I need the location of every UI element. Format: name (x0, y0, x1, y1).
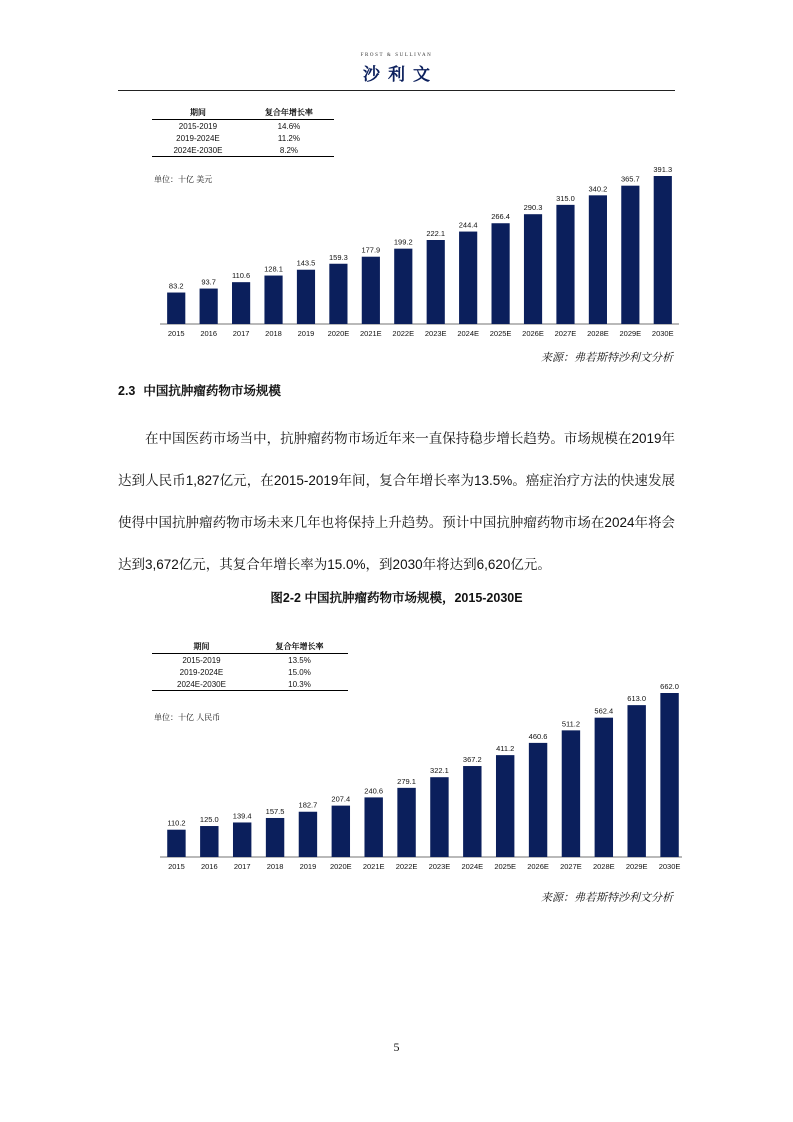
chart-2-unit-label: 单位：十亿 人民币 (154, 713, 221, 722)
chart-1 (152, 106, 682, 346)
brand-logo: 沙利文 (363, 65, 438, 84)
x-tick-label: 2028E (592, 862, 615, 871)
bar-2020E (332, 806, 350, 857)
data-label: 367.2 (462, 755, 482, 765)
cagr-header-period: 期间 (152, 640, 251, 654)
cagr-period: 2024E-2030E (152, 678, 251, 691)
data-label: 290.3 (523, 203, 543, 213)
x-tick-label: 2017 (233, 862, 251, 871)
data-label: 411.2 (496, 744, 515, 754)
x-tick-label: 2026E (527, 862, 549, 871)
bar-2017 (232, 282, 250, 324)
x-tick-label: 2024E (457, 329, 480, 338)
cagr-period: 2024E-2030E (152, 144, 244, 157)
chart-2-source: 来源：弗若斯特沙利文分析 (541, 892, 673, 904)
x-tick-label: 2030E (658, 862, 681, 871)
x-tick-label: 2027E (560, 862, 582, 871)
data-label: 222.1 (426, 229, 446, 238)
body-paragraph: 在中国医药市场当中，抗肿瘤药物市场近年来一直保持稳步增长趋势。市场规模在2019年达到人民币1,827亿元，在2015-2019年间，复合年增长率为13.5%。癌症治疗方法的快速发展使得中国抗肿瘤药物市场未来几年也将保持上升趋势。预计中国抗肿瘤药物市场在2024年将会达到3,672亿元，其复合年增长率为15.0%，到2030年将达到6,620亿元。 (118, 431, 675, 572)
cagr-rate: 10.3% (251, 678, 348, 691)
x-tick-label: 2019 (297, 329, 315, 338)
bar-2017 (233, 822, 251, 857)
data-label: 365.7 (620, 174, 640, 184)
x-tick-label: 2025E (494, 862, 517, 871)
data-label: 460.6 (528, 731, 548, 741)
data-label: 315.0 (556, 193, 575, 203)
cagr-rate: 8.2% (244, 144, 334, 157)
body-paragraph-block (118, 418, 675, 586)
x-tick-label: 2016 (200, 329, 218, 338)
bar-2020E (329, 264, 347, 324)
bar-2023E (427, 240, 445, 324)
data-label: 279.1 (397, 776, 416, 786)
x-tick-label: 2016 (200, 862, 218, 871)
x-tick-label: 2018 (266, 862, 284, 871)
x-tick-label: 2022E (392, 329, 415, 338)
bar-2029E (627, 705, 645, 857)
data-label: 340.2 (588, 184, 608, 194)
section-title: 中国抗肿瘤药物市场规模 (143, 384, 281, 398)
data-label: 240.6 (364, 786, 384, 796)
data-label: 613.0 (627, 694, 647, 704)
cagr-header-period: 期间 (152, 106, 244, 120)
data-label: 182.7 (298, 800, 318, 810)
data-label: 143.5 (296, 258, 316, 268)
data-label: 177.9 (361, 245, 381, 255)
bar-2026E (529, 743, 547, 857)
bar-2019 (299, 812, 317, 857)
bar-2024E (459, 232, 477, 324)
x-tick-label: 2021E (359, 329, 382, 338)
cagr-header-rate: 复合年增长率 (244, 106, 334, 120)
data-label: 511.2 (561, 719, 581, 729)
section-number: 2.3 (118, 384, 136, 398)
data-label: 266.4 (491, 212, 510, 222)
x-tick-label: 2029E (625, 862, 648, 871)
x-tick-label: 2029E (619, 329, 642, 338)
bar-2016 (200, 826, 218, 857)
data-label: 244.4 (458, 220, 478, 230)
x-tick-label: 2015 (168, 862, 185, 871)
x-tick-label: 2028E (587, 329, 609, 338)
x-tick-label: 2023E (424, 329, 447, 338)
bar-2026E (524, 214, 542, 324)
header-brand (0, 53, 793, 85)
data-label: 139.4 (232, 811, 252, 821)
data-label: 199.2 (393, 237, 413, 247)
brand-small-text: FROST & SULLIVAN (360, 53, 433, 58)
x-tick-label: 2024E (461, 862, 484, 871)
bar-2029E (621, 186, 639, 324)
cagr-header-rate: 复合年增长率 (251, 640, 348, 654)
header-divider (118, 90, 675, 91)
chart-1-source: 来源：弗若斯特沙利文分析 (541, 352, 673, 364)
bar-2024E (463, 766, 481, 857)
cagr-period: 2019-2024E (176, 134, 220, 143)
data-label: 391.3 (653, 165, 673, 174)
x-tick-label: 2017 (232, 329, 250, 338)
bar-2021E (364, 797, 382, 857)
x-tick-label: 2023E (428, 862, 451, 871)
x-tick-label: 2015 (167, 329, 185, 338)
cagr-period: 2015-2019 (182, 656, 221, 665)
bar-2030E (660, 693, 678, 857)
bar-2023E (430, 777, 448, 857)
data-label: 662.0 (660, 682, 679, 691)
x-tick-label: 2030E (651, 329, 674, 338)
page-number: 5 (393, 1040, 400, 1054)
cagr-rate: 14.6% (277, 122, 301, 131)
bar-2019 (297, 270, 315, 324)
x-tick-label: 2021E (362, 862, 385, 871)
data-label: 128.1 (264, 264, 283, 274)
chart-1-plot (152, 106, 682, 346)
cagr-period: 2019-2024E (179, 668, 224, 677)
data-label: 110.6 (231, 271, 251, 281)
figure-caption: 图2-2 中国抗肿瘤药物市场规模，2015-2030E (270, 591, 523, 605)
chart-2-plot (152, 640, 682, 875)
data-label: 83.2 (168, 281, 184, 291)
bar-2022E (394, 249, 412, 324)
bar-2016 (200, 289, 218, 324)
chart-1-unit-label: 单位：十亿 美元 (154, 175, 213, 184)
x-tick-label: 2022E (395, 862, 418, 871)
x-tick-label: 2018 (265, 329, 282, 338)
bar-2030E (654, 176, 672, 324)
bar-2015 (167, 293, 185, 324)
data-label: 322.1 (430, 766, 449, 776)
x-tick-label: 2019 (299, 862, 317, 871)
bar-2025E (492, 223, 510, 324)
bar-2028E (595, 718, 613, 857)
cagr-rate: 15.0% (288, 668, 311, 677)
section-heading (118, 381, 281, 399)
x-tick-label: 2027E (554, 329, 577, 338)
x-tick-label: 2026E (522, 329, 544, 338)
data-label: 159.3 (329, 252, 348, 262)
bar-2022E (397, 788, 415, 857)
data-label: 110.2 (167, 818, 186, 828)
x-tick-label: 2020E (327, 329, 350, 338)
cagr-rate: 13.5% (288, 656, 311, 665)
bar-2025E (496, 755, 514, 857)
data-label: 207.4 (331, 794, 351, 804)
chart-2 (152, 640, 682, 875)
cagr-period: 2015-2019 (178, 122, 218, 131)
data-label: 157.5 (265, 806, 285, 816)
data-label: 125.0 (199, 815, 219, 825)
cagr-rate: 11.2% (277, 134, 300, 143)
data-label: 93.7 (201, 277, 216, 287)
x-tick-label: 2025E (489, 329, 512, 338)
bar-2027E (556, 205, 574, 324)
x-tick-label: 2020E (329, 862, 352, 871)
bar-2028E (589, 195, 607, 324)
bar-2018 (266, 818, 284, 857)
bar-2027E (562, 730, 580, 857)
bar-2018 (264, 276, 282, 324)
bar-2015 (167, 830, 185, 857)
bar-2021E (362, 257, 380, 324)
data-label: 562.4 (594, 706, 614, 716)
